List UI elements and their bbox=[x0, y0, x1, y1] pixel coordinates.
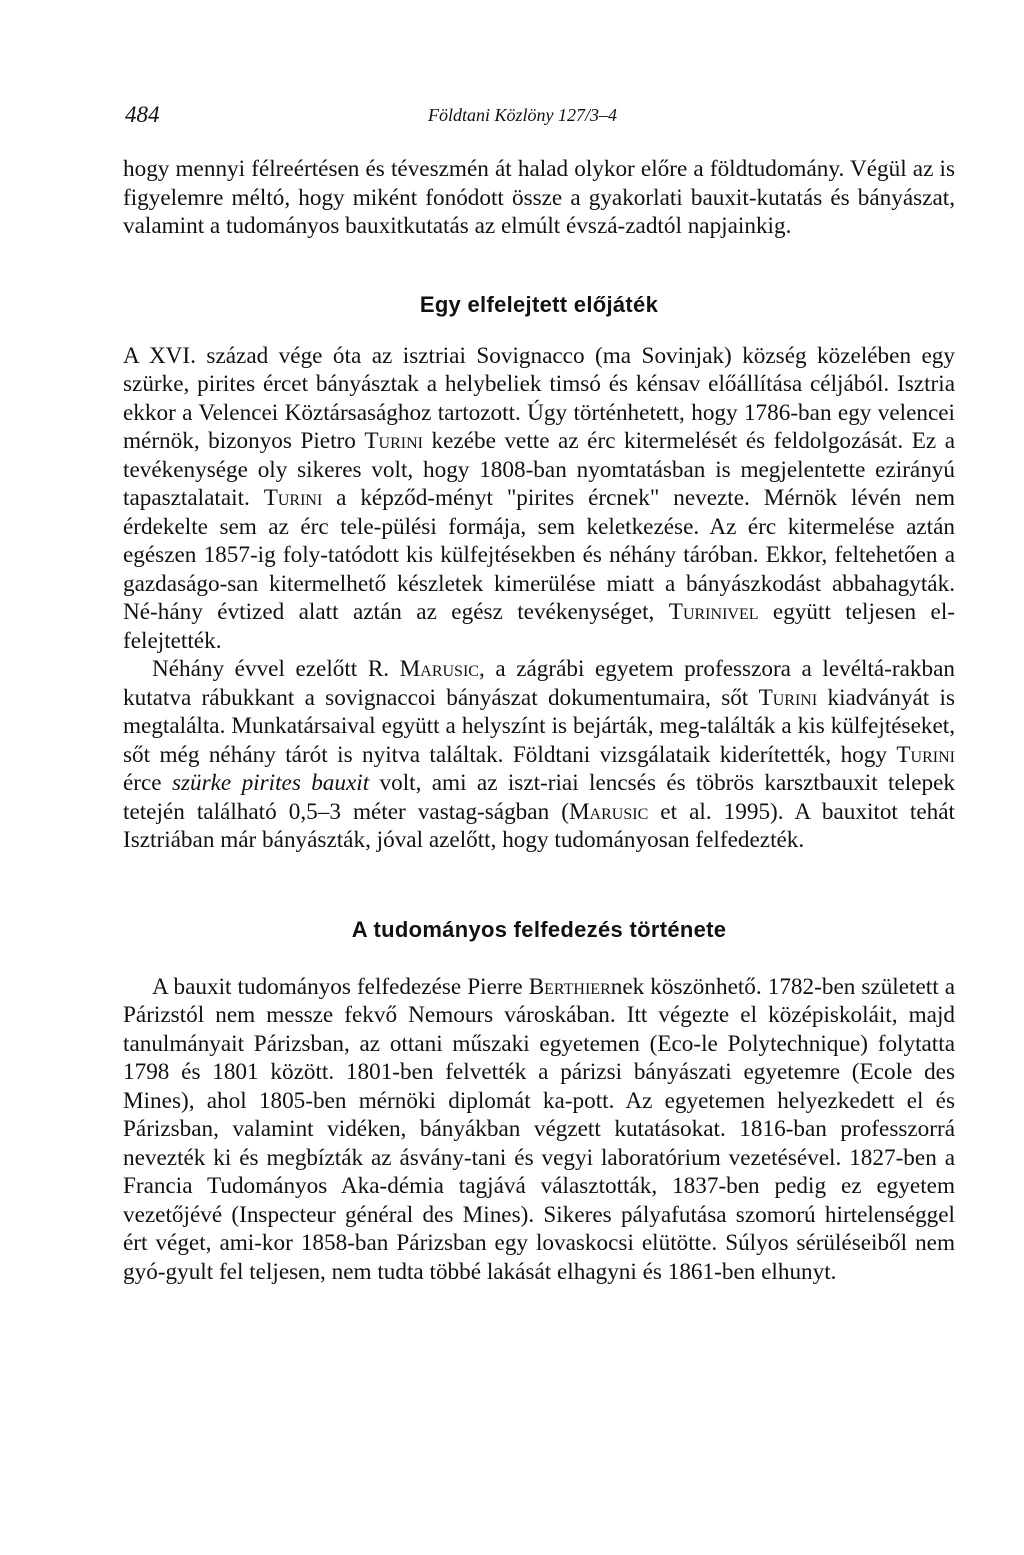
page-header bbox=[123, 98, 955, 138]
author-name: Berthier bbox=[528, 973, 611, 1000]
section1-paragraph-2 bbox=[123, 655, 955, 855]
author-name: Turinivel bbox=[668, 599, 759, 625]
document-page bbox=[123, 98, 955, 1286]
text-run: volt, ami az iszt-riai lencsés és töbrös karsztbauxit telepek tetején található 0,5–3 méter vastag-ságban ( bbox=[123, 770, 955, 825]
text-run: A bauxit tudományos felfedezése Pierre bbox=[152, 973, 529, 1000]
page-number: 484 bbox=[125, 102, 160, 127]
text-run: nek köszönhető. 1782-ben született a Párizstól nem messze fekvő Nemours városkában. Itt végezte el középiskoláit, majd tanulmányait Párizsban, az ottani műszaki egyetemen (Eco-le Polytechnique) folytatta 1798 és 1801 között. 1801-ben felvették a párizsi bányászati egyetemre (Ecole des Mines), ahol 1805-ben mérnöki diplomát ka-pott. Az egyetemen helyezkedett el és Párizsban, valamint vidéken, bányákban végzett kutatásokat. 1816-ban professzorrá nevezték ki és megbízták az ásvány-tani és vegyi laboratórium vezetésével. 1827-ben a Francia Tudományos Aka-démia tagjává választották, 1837-ben pedig ez egyetem vezetőjévé (Inspecteur général des Mines). Sikeres pályafutása szomorú hirtelenséggel ért véget, ami-kor 1858-ban Párizsban egy lovaskocsi elütötte. Súlyos sérüléseiből nem gyó-gyult fel teljesen, nem tudta többé lakását elhagyni és 1861-ben elhunyt. bbox=[123, 973, 955, 1285]
text-run: A XVI. század vége óta az isztriai Sovignacco (ma Sovinjak) község közelében egy szürke, pirites ércet bányásztak a helybeliek timsó és kénsav előállítása céljából. Isztria ekkor a Velencei Köztársasághoz tartozott. Úgy történhetett, hogy 1786-ban egy velencei mérnök, bizonyos Pietro bbox=[123, 342, 955, 454]
author-name: Turini bbox=[896, 741, 955, 768]
section-heading-scientific-discovery: A tudományos felfedezés története bbox=[351, 916, 727, 942]
text-run: , a zágrábi egyetem professzora a levéltá-rakban kutatva rábukkant a sovignaccoi bányászat dokumentumaira, sőt bbox=[123, 656, 955, 711]
author-name: Marusic bbox=[568, 798, 649, 825]
text-run: et al. 1995). A bauxitot tehát Isztriában már bányászták, jóval azelőtt, hogy tudományosan felfedezték. bbox=[123, 798, 955, 853]
intro-paragraph: hogy mennyi félreértésen és téveszmén át halad olykor előre a földtudomány. Végül az is figyelemre méltó, hogy miként fonódott össze a gyakorlati bauxit-kutatás és bányászat, valamint a tudományos bauxitkutatás az elmúlt évszá-zadtól napjainkig. bbox=[123, 156, 955, 239]
text-run: kezébe vette az érc kitermelését és feldolgozását. Ez a tevékenysége oly sikeres volt, hogy 1808-ban nyomtatásban is megjelentette ezirányú tapasztalatait. bbox=[123, 428, 955, 511]
text-run: érce bbox=[123, 770, 172, 796]
section1-paragraph-1 bbox=[123, 342, 955, 656]
journal-title: Földtani Közlöny 127/3–4 bbox=[428, 105, 617, 125]
section-heading-forgotten-prelude: Egy elfelejtett előjáték bbox=[419, 291, 659, 317]
text-run: a képződ-ményt "pirites ércnek" nevezte. Mérnök lévén nem érdekelte sem az érc tele-pülési formája, sem keletkezése. Az érc kitermelése aztán egészen 1857-ig foly-tatódott kis külfejtésekben és néhány táróban. Ekkor, feltehetően a gazdaságo-san kitermelhető készletek kimerülése miatt a bányászkodást abbahagyták. Né-hány évtized alatt aztán az egész tevékenységet, bbox=[123, 485, 955, 625]
text-run: együtt teljesen el-felejtették. bbox=[123, 599, 956, 654]
section2-paragraph-1 bbox=[123, 973, 955, 1287]
author-name: Turini bbox=[758, 684, 818, 711]
emphasis-text: szürke pirites bauxit bbox=[171, 770, 370, 796]
author-name: Turini bbox=[263, 485, 323, 511]
author-name: Turini bbox=[364, 428, 423, 454]
text-run: Néhány évvel ezelőtt R. bbox=[152, 656, 400, 682]
author-name: Marusic bbox=[399, 656, 479, 682]
text-run: kiadványát is megtalálta. Munkatársaival együtt a helyszínt is bejárták, meg-találták a kis külfejtéseket, sőt még néhány tárót is nyitva találtak. Földtani vizsgálataik kiderítették, hogy bbox=[123, 684, 955, 768]
